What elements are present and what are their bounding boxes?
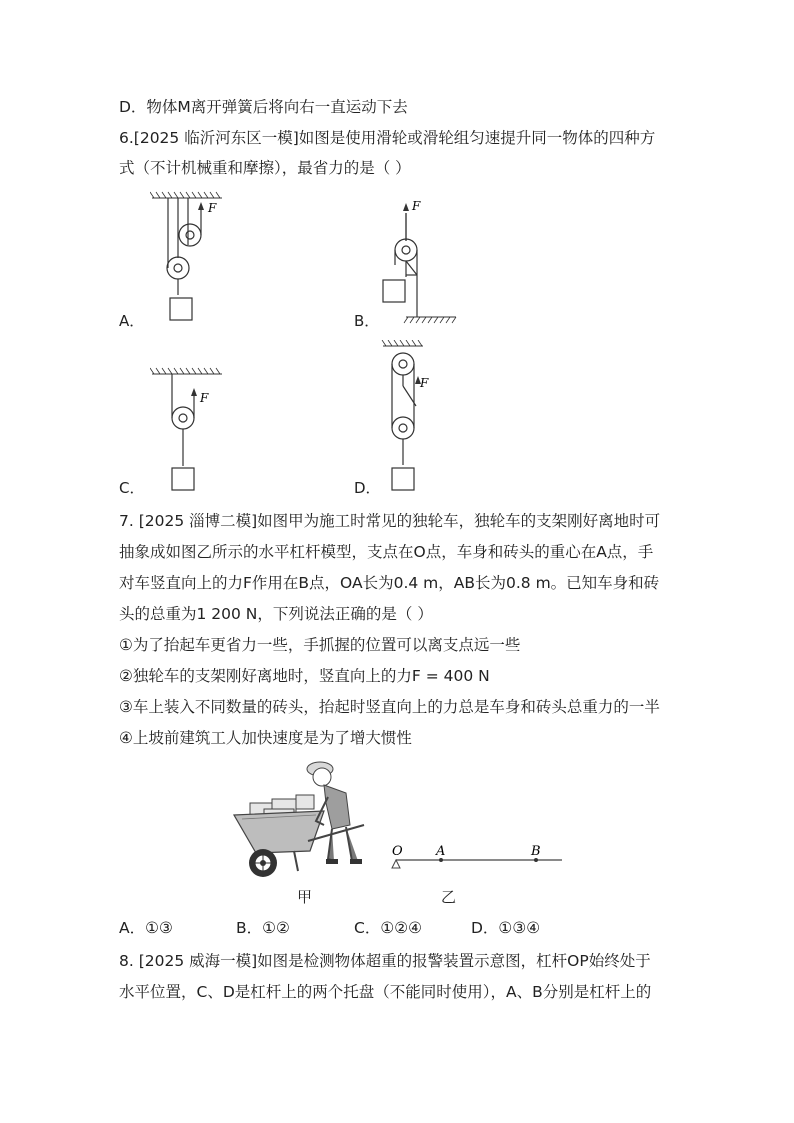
wheelbarrow-worker-illustration — [228, 755, 373, 885]
q6-option-b: B． — [354, 312, 380, 330]
q7-stem-line2: 抽象成如图乙所示的水平杠杆模型，支点在O点，车身和砖头的重心在A点，手 — [119, 543, 654, 561]
q7-stem-line3: 对车竖直向上的力F作用在B点，OA长为0.4 m，AB长为0.8 m。已知车身和砖 — [119, 574, 660, 592]
q7-answer-a: A．①③ — [119, 919, 173, 937]
pulley-figure-a — [150, 190, 230, 325]
q7-answer-b: B．①② — [236, 919, 290, 937]
q6-stem-line2: 式（不计机械重和摩擦），最省力的是（ ） — [119, 159, 411, 177]
q7-stem-line1: 7. [2025 淄博二模]如图甲为施工时常见的独轮车，独轮车的支架刚好离地时可 — [119, 512, 661, 530]
force-label-b: F — [412, 199, 421, 213]
q7-statement-3: ③车上装入不同数量的砖头，抬起时竖直向上的力总是车身和砖头总重力的一半 — [119, 698, 660, 716]
q7-answer-c: C．①②④ — [354, 919, 423, 937]
pulley-figure-d — [378, 340, 458, 495]
lever-label-b: B — [531, 844, 541, 859]
q7-statement-1: ①为了抬起车更省力一些，手抓握的位置可以离支点远一些 — [119, 636, 521, 654]
q6-option-c: C． — [119, 479, 145, 497]
q7-answer-d: D．①③④ — [471, 919, 541, 937]
force-label-a: F — [208, 201, 217, 215]
q7-statement-2: ②独轮车的支架刚好离地时，竖直向上的力F = 400 N — [119, 667, 490, 685]
q6-option-d: D． — [354, 479, 381, 497]
lever-label-o: O — [392, 844, 403, 859]
lever-label-a: A — [436, 844, 446, 859]
q7-stem-line4: 头的总重为1 200 N，下列说法正确的是（ ） — [119, 605, 433, 623]
q6-option-a: A． — [119, 312, 145, 330]
caption-jia: 甲 — [297, 888, 313, 906]
force-label-d: F — [420, 376, 429, 390]
force-label-c: F — [200, 391, 209, 405]
q6-stem-line1: 6.[2025 临沂河东区一模]如图是使用滑轮或滑轮组匀速提升同一物体的四种方 — [119, 129, 656, 147]
q8-stem-line1: 8. [2025 威海一模]如图是检测物体超重的报警装置示意图，杠杆OP始终处于 — [119, 952, 651, 970]
pulley-figure-b — [378, 195, 460, 325]
caption-yi: 乙 — [441, 888, 457, 906]
q8-stem-line2: 水平位置，C、D是杠杆上的两个托盘（不能同时使用），A、B分别是杠杆上的 — [119, 983, 652, 1001]
pulley-figure-c — [150, 366, 230, 496]
q5-option-d: D．物体M离开弹簧后将向右一直运动下去 — [119, 98, 408, 116]
q7-statement-4: ④上坡前建筑工人加快速度是为了增大惯性 — [119, 729, 412, 747]
lever-model-diagram — [388, 840, 566, 872]
